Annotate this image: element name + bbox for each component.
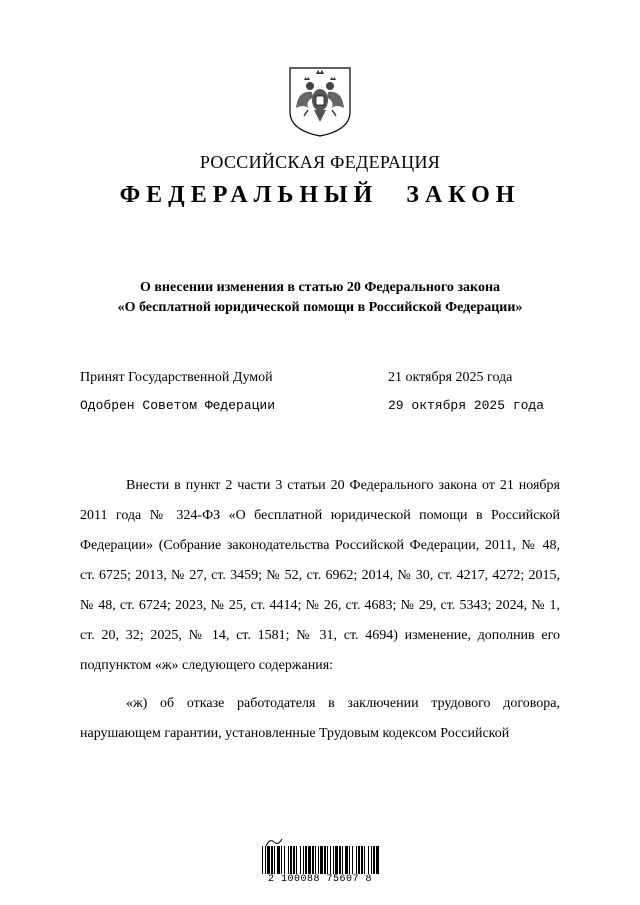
barcode-bar bbox=[312, 846, 314, 874]
barcode-bar bbox=[335, 846, 338, 874]
subject-line: О внесении изменения в статью 20 Федерального закона bbox=[139, 280, 501, 295]
barcode-icon bbox=[260, 846, 380, 874]
barcode-bar bbox=[290, 846, 292, 874]
barcode-bar bbox=[356, 846, 357, 874]
barcode-bar bbox=[293, 846, 295, 874]
adoption-label: Принят Государственной Думой bbox=[80, 370, 273, 385]
barcode-bar bbox=[352, 846, 353, 874]
barcode-bar bbox=[296, 846, 297, 874]
barcode-bar bbox=[327, 846, 328, 874]
barcode-bar bbox=[330, 846, 331, 874]
body-paragraph: Внести в пункт 2 части 3 статьи 20 Федерального закона от 21 ноября 2011 года № 324-ФЗ «О бесплатной юридической помощи в Российской Федерации» (Собрание законодательства Российской Федерации, 2011, № 48, ст. 6725; 2013, № 27, ст. 3459; № 52, ст. 6962; 2014, № 30, ст. 4217, 4272; 2015, № 48, ст. 6724; 2023, № 25, ст. 4414; № 26, ст. 4683; № 29, ст. 5343; 2024, № 1, ст. 20, 32; 2025, № 14, ст. 1581; № 31, ст. 4694) изменение, дополнив его подпунктом «ж» следующего содержания: bbox=[80, 478, 560, 673]
barcode-bar bbox=[262, 846, 263, 874]
barcode-bar bbox=[376, 846, 379, 874]
document-title: ФЕДЕРАЛЬНЫЙ ЗАКОН bbox=[119, 182, 521, 208]
barcode-bar bbox=[358, 846, 360, 874]
coat-of-arms-icon bbox=[286, 64, 354, 138]
barcode-bar bbox=[318, 846, 319, 874]
barcode-bar bbox=[284, 846, 285, 874]
barcode-bar bbox=[324, 846, 326, 874]
law-subject bbox=[60, 278, 580, 318]
barcode-bar bbox=[288, 846, 289, 874]
barcode bbox=[254, 836, 386, 886]
barcode-bar bbox=[271, 846, 273, 874]
barcode-bar bbox=[277, 846, 280, 874]
barcode-bar bbox=[333, 846, 334, 874]
barcode-bar bbox=[373, 846, 375, 874]
barcode-number: 2 100088 75607 8 bbox=[267, 874, 372, 885]
barcode-bar bbox=[320, 846, 323, 874]
barcode-bar bbox=[274, 846, 275, 874]
barcode-bar bbox=[267, 846, 270, 874]
barcode-bar bbox=[342, 846, 343, 874]
barcode-bar bbox=[368, 846, 369, 874]
body-paragraph: «ж) об отказе работодателя в заключении трудового договора, нарушающем гарантии, установленные Трудовым кодексом Российской bbox=[80, 696, 560, 741]
country-name: РОССИЙСКАЯ ФЕДЕРАЦИЯ bbox=[199, 152, 441, 172]
barcode-bar bbox=[315, 846, 316, 874]
law-body bbox=[80, 471, 560, 749]
barcode-bar bbox=[371, 846, 372, 874]
barcode-bar bbox=[308, 846, 311, 874]
barcode-bar bbox=[361, 846, 363, 874]
barcode-bar bbox=[265, 846, 266, 874]
adoption-label: Одобрен Советом Федерации bbox=[80, 398, 276, 413]
adoption-date: 29 октября 2025 года bbox=[388, 398, 545, 413]
barcode-bar bbox=[281, 846, 282, 874]
barcode-bar bbox=[349, 846, 350, 874]
adoption-date: 21 октября 2025 года bbox=[388, 370, 513, 385]
barcode-bar bbox=[303, 846, 304, 874]
barcode-bar bbox=[345, 846, 348, 874]
subject-line: «О бесплатной юридической помощи в Российской Федерации» bbox=[117, 300, 523, 315]
barcode-bar bbox=[364, 846, 365, 874]
barcode-bar bbox=[339, 846, 341, 874]
barcode-bar bbox=[300, 846, 301, 874]
barcode-bar bbox=[305, 846, 307, 874]
